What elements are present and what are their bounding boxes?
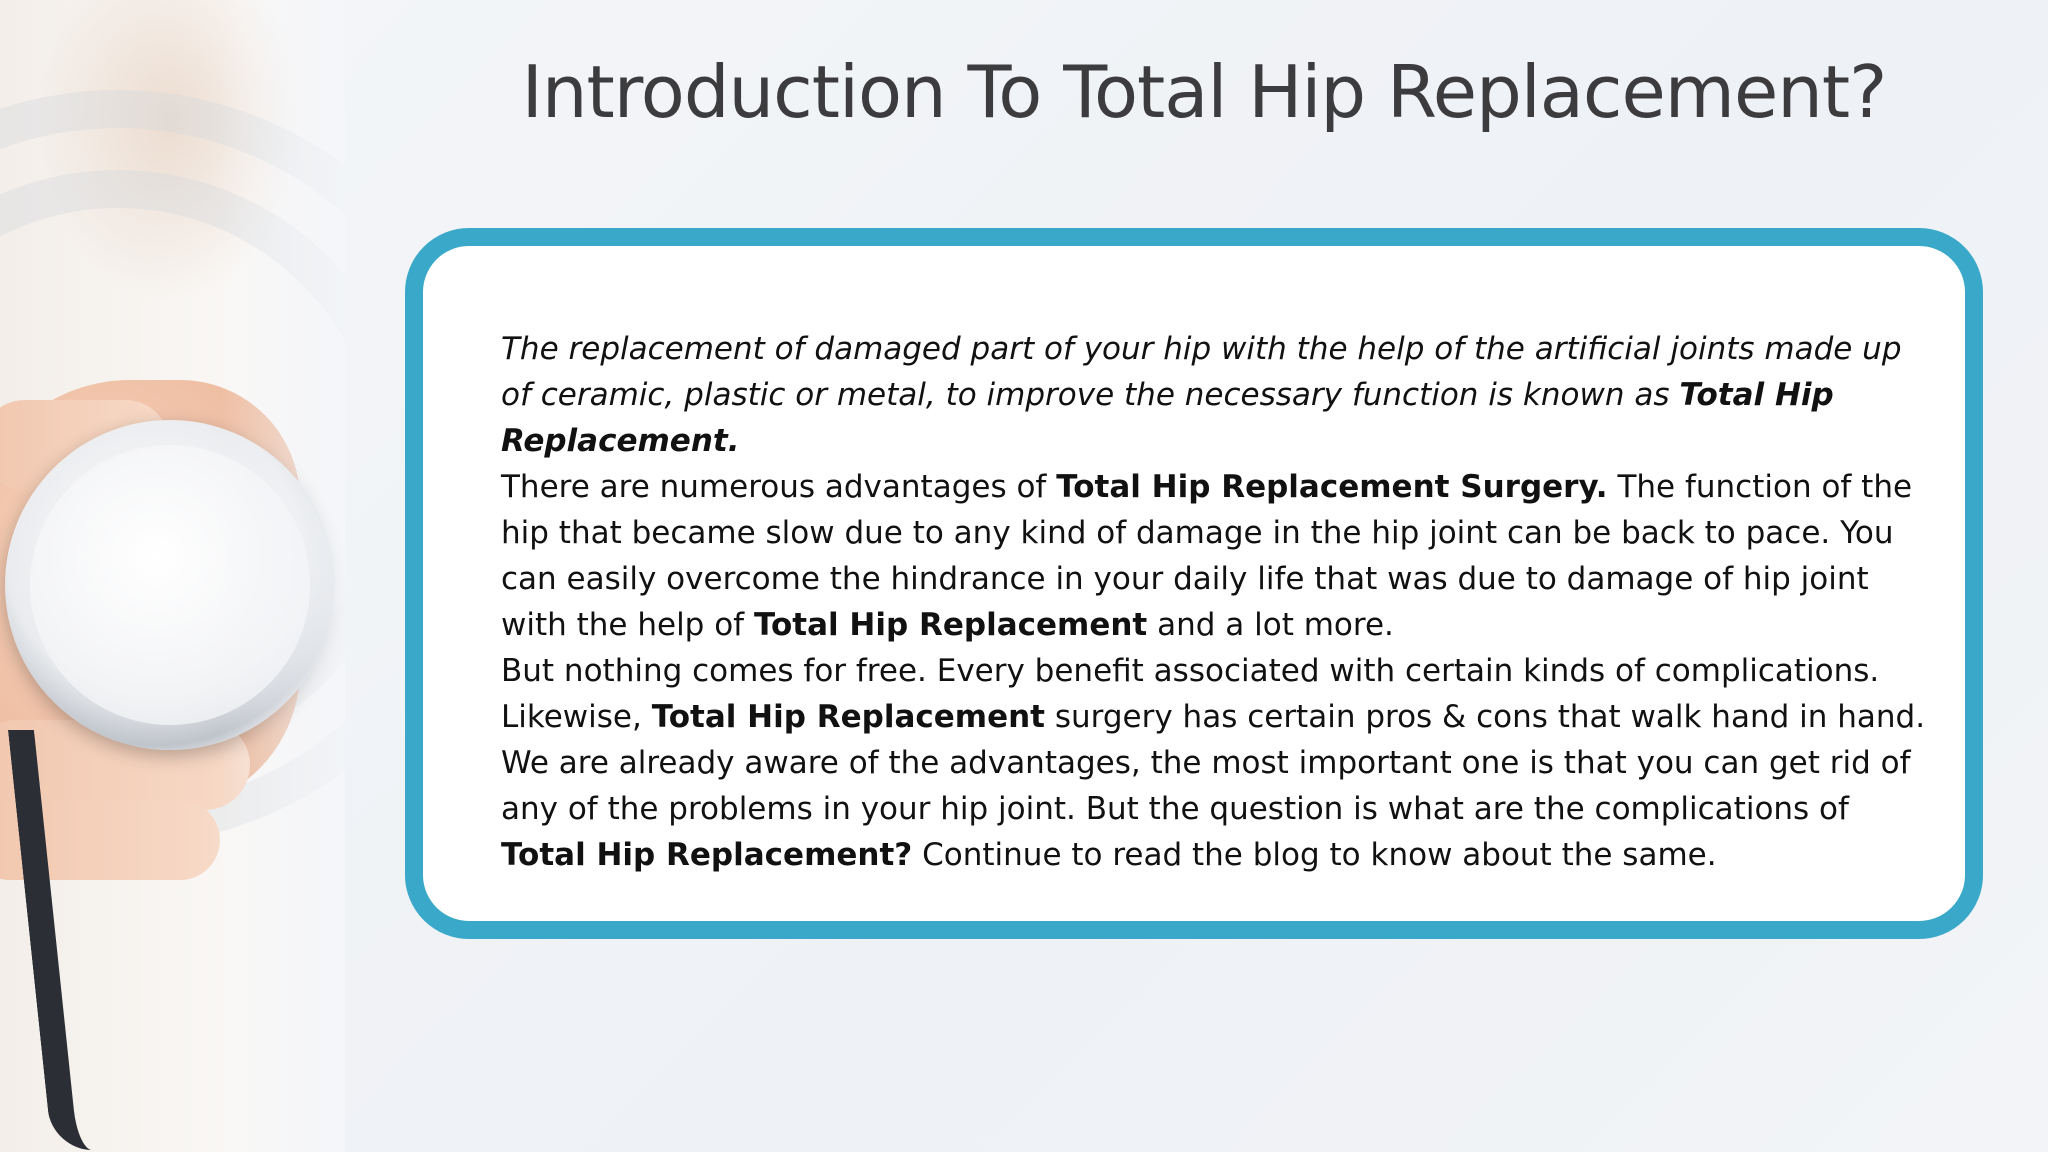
complications-bold-term-2: Total Hip Replacement?: [501, 837, 913, 873]
stethoscope-photo: [0, 0, 345, 1152]
advantages-bold-term: Total Hip Replacement Surgery.: [1056, 469, 1608, 505]
complications-text-a: But nothing comes for free. Every benefit associated with certain kinds of complications. Likewise,: [501, 653, 1880, 735]
slide-title: Introduction To Total Hip Replacement?: [521, 50, 1887, 134]
advantages-text-e: and a lot more.: [1147, 607, 1394, 643]
intro-bold-term: Total Hip Replacement.: [501, 377, 1834, 459]
card-content: [501, 326, 1931, 878]
complications-text-c: surgery has certain pros & cons that walk hand in hand. We are already aware of the advantages, the most important one is that you can get rid of any of the problems in your hip joint. But the question is what are the complications of: [501, 699, 1926, 827]
advantages-text-c: The function of the hip that became slow due to any kind of damage in the hip joint can be back to pace. You can easily overcome the hindrance in your daily life that was due to damage of hip joint with the help of: [501, 469, 1913, 643]
advantages-paragraph: [501, 464, 1931, 648]
advantages-bold-term-2: Total Hip Replacement: [753, 607, 1148, 643]
advantages-text-a: There are numerous advantages of: [501, 469, 1057, 505]
intro-paragraph: [501, 326, 1931, 464]
photo-fade: [220, 0, 345, 1152]
content-card: [405, 228, 1983, 939]
intro-text: The replacement of damaged part of your hip with the help of the artificial joints made up of ceramic, plastic or metal, to improve the necessary function is known as: [501, 331, 1902, 413]
complications-bold-term: Total Hip Replacement: [651, 699, 1045, 735]
complications-text-e: Continue to read the blog to know about the same.: [912, 837, 1717, 873]
complications-paragraph: [501, 648, 1931, 878]
